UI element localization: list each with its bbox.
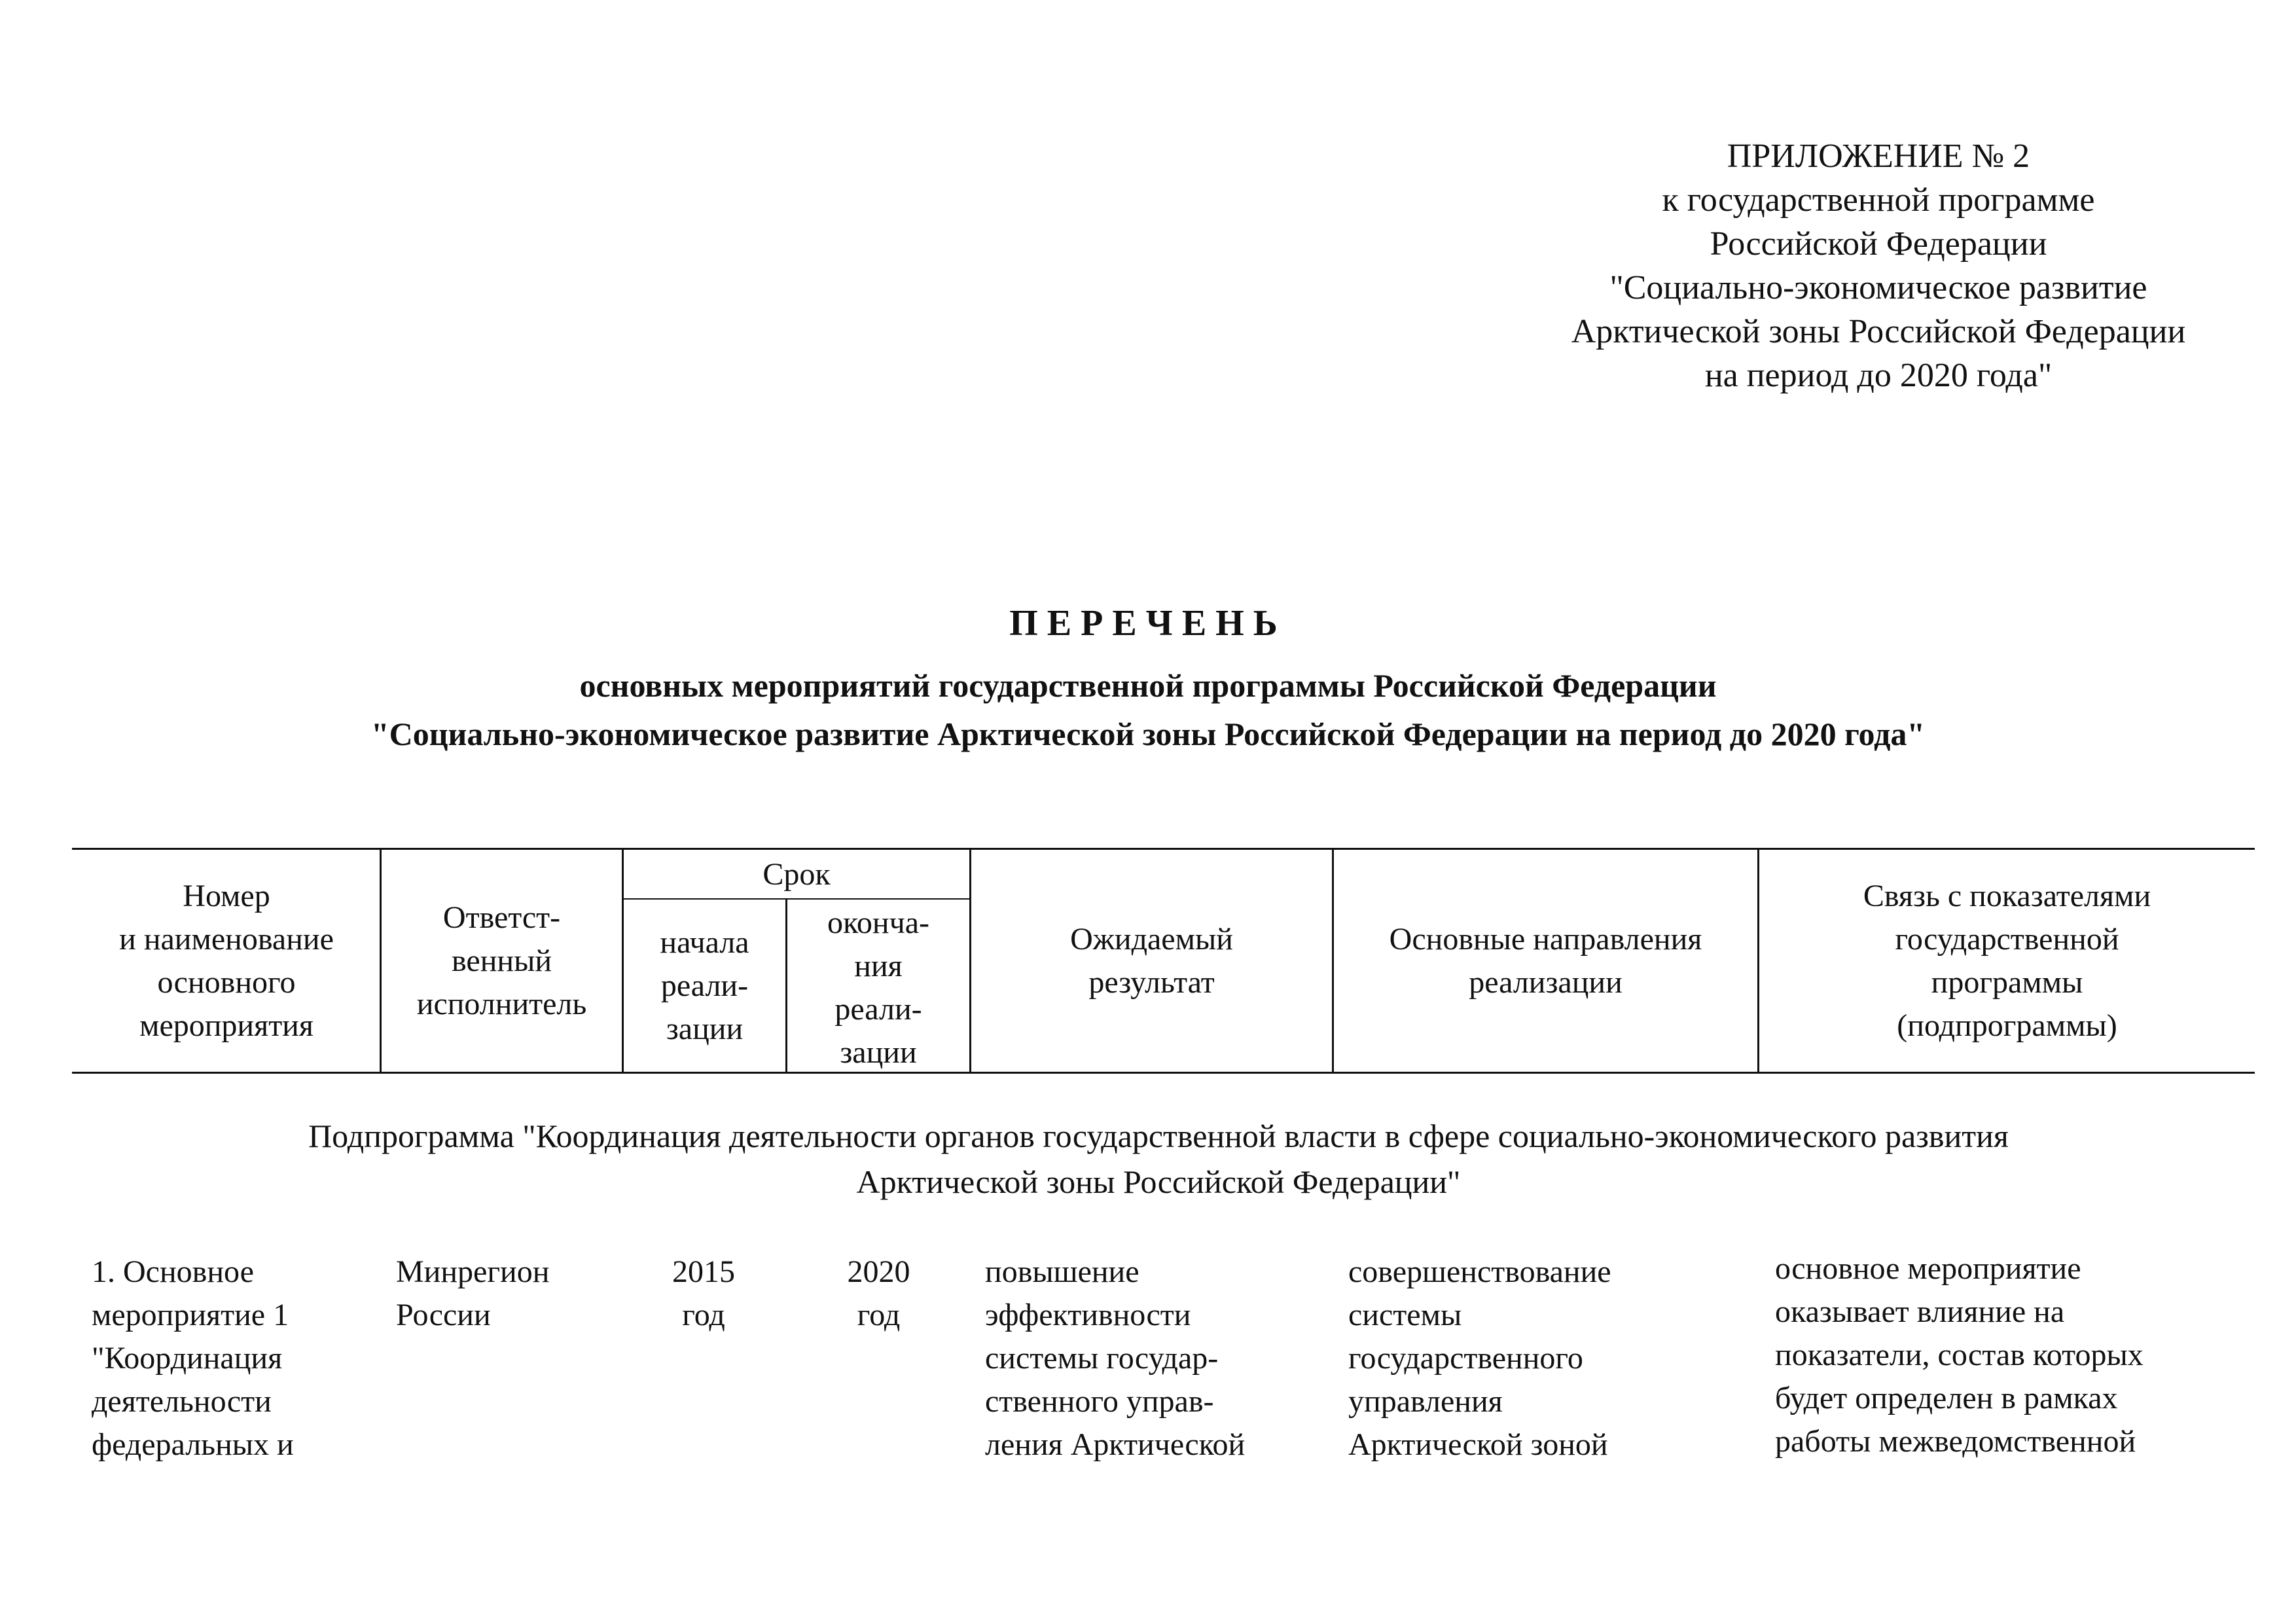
appendix-line: ПРИЛОЖЕНИЕ № 2 [1727,137,2030,175]
row-result: повышение эффективности системы государ- ственного управ- ления Арктической [985,1254,1246,1462]
appendix-block [1486,134,2271,397]
header-number-name: Номер и наименование основного мероприятия [119,878,334,1043]
row-executor: Минрегион России [396,1254,550,1332]
table-header-bottom-rule [72,1072,2255,1074]
subprogram-line: Подпрограмма "Координация деятельности органов государственной власти в сфере социально-экономического развития [308,1118,2009,1154]
subtitle-line: "Социально-экономическое развитие Арктической зоны Российской Федерации на период до 2020 года" [370,716,1926,752]
document-title: ПЕРЕЧЕНЬ [1009,603,1287,644]
header-link: Связь с показателями государственной программы (подпрограммы) [1863,878,2151,1043]
header-start: начала реали- зации [660,925,749,1046]
header-term: Срок [762,857,831,892]
row-number-name: 1. Основное мероприятие 1 "Координация деятельности федеральных и [92,1254,294,1462]
appendix-line: Арктической зоны Российской Федерации [1571,313,2186,350]
appendix-line: к государственной программе [1662,181,2095,219]
appendix-line: Российской Федерации [1710,225,2047,263]
row-start: 2015 год [672,1254,735,1332]
header-result: Ожидаемый результат [1070,921,1233,1000]
row-link: основное мероприятие оказывает влияние на показатели, состав которых будет определен в рамках работы межведомственной [1775,1251,2144,1459]
subprogram-line: Арктической зоны Российской Федерации" [856,1163,1461,1200]
term-divider-rule [622,898,971,900]
row-directions: совершенствование системы государственного управления Арктической зоной [1348,1254,1611,1462]
appendix-line: на период до 2020 года" [1704,357,2053,394]
document-subtitle [0,661,2296,758]
subprogram-heading [0,1113,2296,1205]
subtitle-line: основных мероприятий государственной программы Российской Федерации [579,667,1717,704]
appendix-line: "Социально-экономическое развитие [1609,269,2147,306]
row-end: 2020 год [847,1254,910,1332]
header-executor: Ответст- венный исполнитель [416,900,587,1021]
header-directions: Основные направления реализации [1389,921,1702,1000]
header-end: оконча- ния реали- зации [827,905,929,1070]
